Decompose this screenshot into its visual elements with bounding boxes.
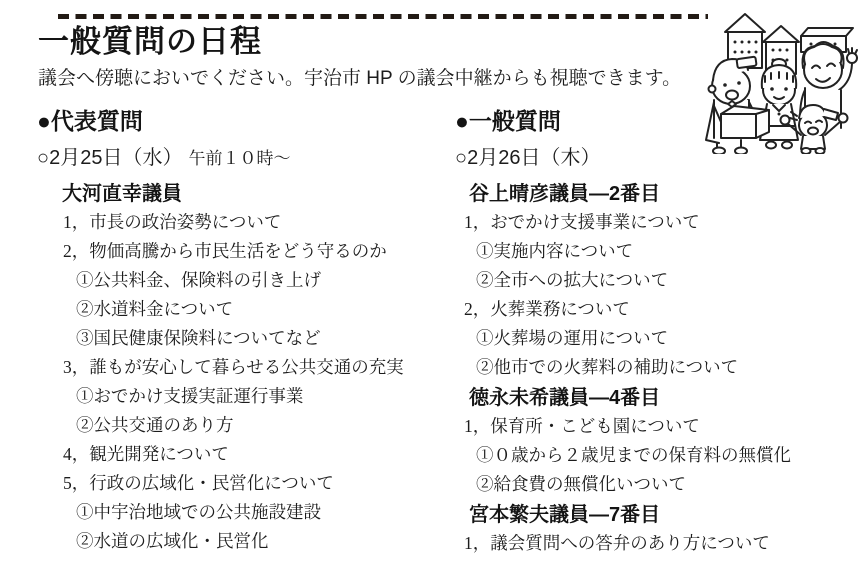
- agenda-item: 1，議会質問への答弁のあり方について: [464, 533, 770, 553]
- agenda-item: ①中宇治地域での公共施設建設: [76, 502, 321, 522]
- agenda-item-list: [37, 208, 447, 556]
- agenda-item-list: [455, 529, 860, 558]
- agenda-item: ②他市での火葬料の補助について: [476, 357, 739, 377]
- agenda-item: 1，保育所・こども園について: [464, 416, 700, 436]
- agenda-item: ①おでかけ支援実証運行事業: [76, 386, 304, 406]
- agenda-item: 1，おでかけ支援事業について: [464, 212, 700, 232]
- mother-figure: [760, 59, 798, 149]
- page-header: [38, 24, 698, 92]
- agenda-item: 5，行政の広域化・民営化について: [63, 473, 334, 493]
- speaker-section: [37, 182, 447, 556]
- speaker-section: [455, 182, 860, 382]
- speaker-section: [455, 503, 860, 558]
- page-title: 一般質問の日程: [38, 24, 262, 59]
- date-text: ○2月25日（水）: [37, 147, 183, 169]
- agenda-item: ②全市への拡大について: [476, 270, 669, 290]
- time-text: 午前１０時～: [188, 149, 291, 168]
- agenda-item: ①実施内容について: [476, 241, 634, 261]
- agenda-item: ①０歳から２歳児までの保育料の無償化: [476, 445, 791, 465]
- agenda-item: ①公共料金、保険料の引き上げ: [76, 270, 321, 290]
- agenda-item: ③国民健康保険料についてなど: [76, 328, 321, 348]
- section-heading-general: ●一般質問: [455, 108, 561, 134]
- page-subtitle: 議会へ傍聴においでください。宇治市 HP の議会中継からも視聴できます。: [38, 68, 682, 89]
- agenda-item: ①火葬場の運用について: [476, 328, 669, 348]
- date-text: ○2月26日（木）: [455, 147, 601, 169]
- family-illustration: [701, 2, 861, 154]
- agenda-item: 3，誰もが安心して暮らせる公共交通の充実: [63, 357, 404, 377]
- agenda-item: 2，火葬業務について: [464, 299, 630, 319]
- speaker-name: 徳永未希議員―4番目: [469, 387, 661, 409]
- section-heading-representative: ●代表質問: [37, 108, 143, 134]
- agenda-item: ②水道料金について: [76, 299, 234, 319]
- session-date-left: [37, 145, 447, 172]
- agenda-item: 1，市長の政治姿勢について: [63, 212, 282, 232]
- agenda-item: ②公共交通のあり方: [76, 415, 234, 435]
- general-questions-column: [455, 106, 860, 558]
- speaker-name: 谷上晴彦議員―2番目: [469, 183, 661, 205]
- agenda-item: ②給食費の無償化いついて: [476, 474, 686, 494]
- speaker-name: 大河直幸議員: [62, 183, 182, 205]
- agenda-item-list: [455, 208, 860, 382]
- agenda-item-list: [455, 412, 860, 499]
- speaker-section: [455, 386, 860, 499]
- agenda-item: ②水道の広域化・民営化: [76, 531, 269, 551]
- agenda-item: 2，物価高騰から市民生活をどう守るのか: [63, 241, 387, 261]
- agenda-item: 4，観光開発について: [63, 444, 229, 464]
- dashed-divider: [58, 14, 708, 19]
- representative-questions-column: [37, 106, 447, 556]
- speaker-name: 宮本繁夫議員―7番目: [469, 504, 661, 526]
